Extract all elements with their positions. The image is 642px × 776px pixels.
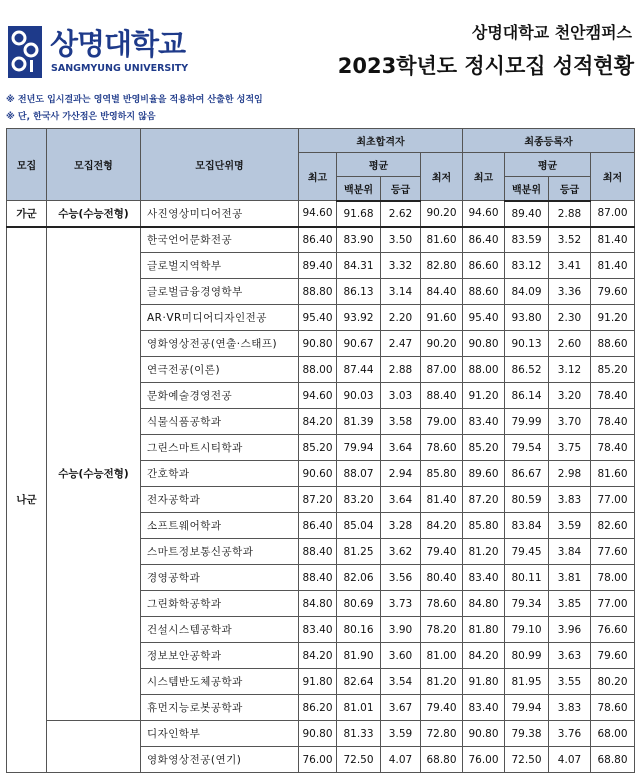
final-max-cell: 84.80 (463, 591, 505, 617)
unit-cell: 글로벌금융경영학부 (141, 279, 299, 305)
final-max-cell: 91.80 (463, 669, 505, 695)
first-max-cell: 83.40 (299, 617, 337, 643)
first-percentile-cell: 79.94 (337, 435, 381, 461)
document-header (0, 0, 642, 86)
first-min-cell: 81.40 (421, 487, 463, 513)
final-min-cell: 77.00 (591, 591, 635, 617)
first-min-cell: 78.60 (421, 591, 463, 617)
first-percentile-cell: 81.01 (337, 695, 381, 721)
first-min-cell: 79.40 (421, 695, 463, 721)
first-percentile-cell: 84.31 (337, 253, 381, 279)
final-percentile-cell: 81.95 (505, 669, 549, 695)
first-percentile-cell: 72.50 (337, 747, 381, 773)
group-cell: 나군 (7, 227, 47, 773)
final-grade-cell: 3.41 (549, 253, 591, 279)
first-grade-cell: 3.59 (381, 721, 421, 747)
first-max-cell: 90.60 (299, 461, 337, 487)
column-header-unit: 모집단위명 (141, 129, 299, 201)
first-grade-cell: 3.60 (381, 643, 421, 669)
first-grade-cell: 3.54 (381, 669, 421, 695)
final-percentile-cell: 80.99 (505, 643, 549, 669)
first-grade-cell: 3.32 (381, 253, 421, 279)
unit-cell: 영화영상전공(연출·스태프) (141, 331, 299, 357)
unit-cell: 스마트정보통신공학과 (141, 539, 299, 565)
final-percentile-cell: 86.14 (505, 383, 549, 409)
unit-cell: 한국언어문화전공 (141, 227, 299, 253)
final-max-cell: 89.60 (463, 461, 505, 487)
note-line-1: ※ 전년도 입시결과는 영역별 반영비율을 적용하여 산출한 성적임 (6, 95, 263, 105)
final-grade-cell: 3.63 (549, 643, 591, 669)
final-percentile-cell: 84.09 (505, 279, 549, 305)
final-max-cell: 81.80 (463, 617, 505, 643)
first-min-cell: 68.80 (421, 747, 463, 773)
first-grade-cell: 3.64 (381, 487, 421, 513)
column-header-first-grade: 등급 (381, 177, 421, 201)
final-min-cell: 88.60 (591, 331, 635, 357)
column-header-group: 모집 (7, 129, 47, 201)
first-percentile-cell: 83.90 (337, 227, 381, 253)
final-min-cell: 78.40 (591, 409, 635, 435)
final-grade-cell: 2.88 (549, 201, 591, 227)
first-min-cell: 81.60 (421, 227, 463, 253)
final-percentile-cell: 86.52 (505, 357, 549, 383)
first-grade-cell: 3.56 (381, 565, 421, 591)
final-max-cell: 83.40 (463, 409, 505, 435)
unit-cell: 영화영상전공(연기) (141, 747, 299, 773)
final-max-cell: 85.20 (463, 435, 505, 461)
final-min-cell: 79.60 (591, 643, 635, 669)
final-max-cell: 88.00 (463, 357, 505, 383)
first-min-cell: 85.80 (421, 461, 463, 487)
group-cell: 가군 (7, 201, 47, 227)
first-min-cell: 79.00 (421, 409, 463, 435)
final-min-cell: 78.40 (591, 383, 635, 409)
final-grade-cell: 3.85 (549, 591, 591, 617)
final-percentile-cell: 86.67 (505, 461, 549, 487)
final-max-cell: 90.80 (463, 721, 505, 747)
first-min-cell: 90.20 (421, 201, 463, 227)
first-min-cell: 91.60 (421, 305, 463, 331)
column-header-first-pass: 최초합격자 (299, 129, 463, 153)
campus-name: 상명대학교 천안캠퍼스 (471, 23, 632, 42)
first-grade-cell: 2.47 (381, 331, 421, 357)
final-grade-cell: 3.83 (549, 487, 591, 513)
first-grade-cell: 3.64 (381, 435, 421, 461)
first-max-cell: 85.20 (299, 435, 337, 461)
first-min-cell: 78.60 (421, 435, 463, 461)
final-max-cell: 91.20 (463, 383, 505, 409)
final-min-cell: 81.40 (591, 253, 635, 279)
final-grade-cell: 2.60 (549, 331, 591, 357)
column-header-final-avg: 평균 (505, 153, 591, 177)
final-min-cell: 80.20 (591, 669, 635, 695)
first-percentile-cell: 82.64 (337, 669, 381, 695)
final-min-cell: 79.60 (591, 279, 635, 305)
final-min-cell: 82.60 (591, 513, 635, 539)
first-min-cell: 82.80 (421, 253, 463, 279)
final-min-cell: 77.60 (591, 539, 635, 565)
final-max-cell: 88.60 (463, 279, 505, 305)
university-logo-icon (8, 26, 42, 78)
first-grade-cell: 3.73 (381, 591, 421, 617)
final-min-cell: 78.60 (591, 695, 635, 721)
unit-cell: 휴먼지능로봇공학과 (141, 695, 299, 721)
final-max-cell: 90.80 (463, 331, 505, 357)
unit-cell: 사진영상미디어전공 (141, 201, 299, 227)
first-min-cell: 79.40 (421, 539, 463, 565)
final-min-cell: 78.00 (591, 565, 635, 591)
first-percentile-cell: 90.03 (337, 383, 381, 409)
page-title: 2023학년도 정시모집 성적현황 (337, 54, 634, 78)
final-grade-cell: 3.59 (549, 513, 591, 539)
note-line-2: ※ 단, 한국사 가산점은 반영하지 않음 (6, 112, 156, 122)
first-percentile-cell: 81.33 (337, 721, 381, 747)
final-max-cell: 84.20 (463, 643, 505, 669)
first-max-cell: 88.00 (299, 357, 337, 383)
first-max-cell: 89.40 (299, 253, 337, 279)
final-percentile-cell: 83.84 (505, 513, 549, 539)
column-header-final-grade: 등급 (549, 177, 591, 201)
final-min-cell: 76.60 (591, 617, 635, 643)
unit-cell: 식물식품공학과 (141, 409, 299, 435)
final-percentile-cell: 89.40 (505, 201, 549, 227)
final-grade-cell: 2.98 (549, 461, 591, 487)
final-min-cell: 81.60 (591, 461, 635, 487)
final-grade-cell: 3.84 (549, 539, 591, 565)
final-grade-cell: 3.96 (549, 617, 591, 643)
first-grade-cell: 2.88 (381, 357, 421, 383)
final-percentile-cell: 79.45 (505, 539, 549, 565)
unit-cell: 건설시스템공학과 (141, 617, 299, 643)
type-cell: 수능(수능전형) (47, 201, 141, 227)
final-max-cell: 86.40 (463, 227, 505, 253)
table-row (7, 201, 635, 227)
first-percentile-cell: 90.67 (337, 331, 381, 357)
final-percentile-cell: 79.99 (505, 409, 549, 435)
first-percentile-cell: 93.92 (337, 305, 381, 331)
type-cell: 수능(수능전형) (47, 227, 141, 721)
first-min-cell: 78.20 (421, 617, 463, 643)
column-header-first-min: 최저 (421, 153, 463, 201)
first-percentile-cell: 81.39 (337, 409, 381, 435)
final-min-cell: 68.00 (591, 721, 635, 747)
column-header-first-avg: 평균 (337, 153, 421, 177)
unit-cell: 연극전공(이론) (141, 357, 299, 383)
first-min-cell: 84.20 (421, 513, 463, 539)
final-grade-cell: 4.07 (549, 747, 591, 773)
column-header-final-min: 최저 (591, 153, 635, 201)
unit-cell: 그린화학공학과 (141, 591, 299, 617)
first-max-cell: 76.00 (299, 747, 337, 773)
final-grade-cell: 3.81 (549, 565, 591, 591)
type-cell (47, 721, 141, 773)
final-min-cell: 81.40 (591, 227, 635, 253)
first-grade-cell: 2.94 (381, 461, 421, 487)
final-min-cell: 87.00 (591, 201, 635, 227)
final-percentile-cell: 80.11 (505, 565, 549, 591)
first-percentile-cell: 85.04 (337, 513, 381, 539)
final-min-cell: 78.40 (591, 435, 635, 461)
column-header-first-percentile: 백분위 (337, 177, 381, 201)
first-max-cell: 90.80 (299, 331, 337, 357)
first-grade-cell: 2.62 (381, 201, 421, 227)
first-min-cell: 81.00 (421, 643, 463, 669)
final-max-cell: 83.40 (463, 565, 505, 591)
final-grade-cell: 3.20 (549, 383, 591, 409)
first-min-cell: 84.40 (421, 279, 463, 305)
final-percentile-cell: 79.10 (505, 617, 549, 643)
final-grade-cell: 3.36 (549, 279, 591, 305)
final-min-cell: 77.00 (591, 487, 635, 513)
first-grade-cell: 4.07 (381, 747, 421, 773)
logo-korean-text: 상명대학교 (50, 27, 186, 61)
first-max-cell: 94.60 (299, 383, 337, 409)
unit-cell: 소프트웨어학과 (141, 513, 299, 539)
final-percentile-cell: 72.50 (505, 747, 549, 773)
first-max-cell: 84.20 (299, 643, 337, 669)
final-percentile-cell: 79.38 (505, 721, 549, 747)
first-max-cell: 87.20 (299, 487, 337, 513)
final-max-cell: 76.00 (463, 747, 505, 773)
first-max-cell: 95.40 (299, 305, 337, 331)
final-min-cell: 68.80 (591, 747, 635, 773)
table-row (7, 227, 635, 253)
first-max-cell: 84.80 (299, 591, 337, 617)
final-max-cell: 94.60 (463, 201, 505, 227)
first-max-cell: 94.60 (299, 201, 337, 227)
first-percentile-cell: 81.25 (337, 539, 381, 565)
first-percentile-cell: 81.90 (337, 643, 381, 669)
first-percentile-cell: 91.68 (337, 201, 381, 227)
first-grade-cell: 3.90 (381, 617, 421, 643)
final-max-cell: 83.40 (463, 695, 505, 721)
first-max-cell: 88.40 (299, 539, 337, 565)
first-percentile-cell: 87.44 (337, 357, 381, 383)
final-max-cell: 87.20 (463, 487, 505, 513)
first-percentile-cell: 83.20 (337, 487, 381, 513)
first-percentile-cell: 88.07 (337, 461, 381, 487)
first-grade-cell: 3.03 (381, 383, 421, 409)
final-grade-cell: 3.52 (549, 227, 591, 253)
unit-cell: 정보보안공학과 (141, 643, 299, 669)
column-header-final-registrants: 최종등록자 (463, 129, 635, 153)
unit-cell: 전자공학과 (141, 487, 299, 513)
final-grade-cell: 3.75 (549, 435, 591, 461)
final-grade-cell: 3.12 (549, 357, 591, 383)
first-grade-cell: 3.62 (381, 539, 421, 565)
first-grade-cell: 3.50 (381, 227, 421, 253)
first-max-cell: 88.40 (299, 565, 337, 591)
final-percentile-cell: 83.12 (505, 253, 549, 279)
final-max-cell: 81.20 (463, 539, 505, 565)
logo-english-text: SANGMYUNG UNIVERSITY (51, 63, 189, 74)
final-max-cell: 86.60 (463, 253, 505, 279)
results-table (6, 128, 635, 773)
final-grade-cell: 3.76 (549, 721, 591, 747)
final-percentile-cell: 79.94 (505, 695, 549, 721)
final-percentile-cell: 90.13 (505, 331, 549, 357)
final-min-cell: 91.20 (591, 305, 635, 331)
final-percentile-cell: 79.34 (505, 591, 549, 617)
first-percentile-cell: 86.13 (337, 279, 381, 305)
final-percentile-cell: 79.54 (505, 435, 549, 461)
final-min-cell: 85.20 (591, 357, 635, 383)
first-max-cell: 86.40 (299, 227, 337, 253)
unit-cell: 시스템반도체공학과 (141, 669, 299, 695)
first-max-cell: 91.80 (299, 669, 337, 695)
final-max-cell: 85.80 (463, 513, 505, 539)
column-header-final-max: 최고 (463, 153, 505, 201)
first-grade-cell: 3.67 (381, 695, 421, 721)
final-percentile-cell: 93.80 (505, 305, 549, 331)
column-header-first-max: 최고 (299, 153, 337, 201)
first-grade-cell: 3.14 (381, 279, 421, 305)
final-grade-cell: 3.70 (549, 409, 591, 435)
first-min-cell: 87.00 (421, 357, 463, 383)
first-min-cell: 81.20 (421, 669, 463, 695)
final-percentile-cell: 80.59 (505, 487, 549, 513)
first-max-cell: 86.40 (299, 513, 337, 539)
first-grade-cell: 2.20 (381, 305, 421, 331)
unit-cell: 글로벌지역학부 (141, 253, 299, 279)
column-header-type: 모집전형 (47, 129, 141, 201)
unit-cell: 경영공학과 (141, 565, 299, 591)
first-max-cell: 86.20 (299, 695, 337, 721)
final-grade-cell: 3.83 (549, 695, 591, 721)
first-min-cell: 90.20 (421, 331, 463, 357)
final-max-cell: 95.40 (463, 305, 505, 331)
column-header-final-percentile: 백분위 (505, 177, 549, 201)
first-min-cell: 80.40 (421, 565, 463, 591)
first-min-cell: 72.80 (421, 721, 463, 747)
unit-cell: 문화예술경영전공 (141, 383, 299, 409)
table-row (7, 721, 635, 747)
first-min-cell: 88.40 (421, 383, 463, 409)
first-percentile-cell: 80.16 (337, 617, 381, 643)
first-grade-cell: 3.28 (381, 513, 421, 539)
final-grade-cell: 2.30 (549, 305, 591, 331)
first-max-cell: 88.80 (299, 279, 337, 305)
final-percentile-cell: 83.59 (505, 227, 549, 253)
unit-cell: 간호학과 (141, 461, 299, 487)
unit-cell: AR·VR미디어디자인전공 (141, 305, 299, 331)
unit-cell: 디자인학부 (141, 721, 299, 747)
first-max-cell: 84.20 (299, 409, 337, 435)
first-grade-cell: 3.58 (381, 409, 421, 435)
unit-cell: 그린스마트시티학과 (141, 435, 299, 461)
first-percentile-cell: 80.69 (337, 591, 381, 617)
first-percentile-cell: 82.06 (337, 565, 381, 591)
final-grade-cell: 3.55 (549, 669, 591, 695)
first-max-cell: 90.80 (299, 721, 337, 747)
